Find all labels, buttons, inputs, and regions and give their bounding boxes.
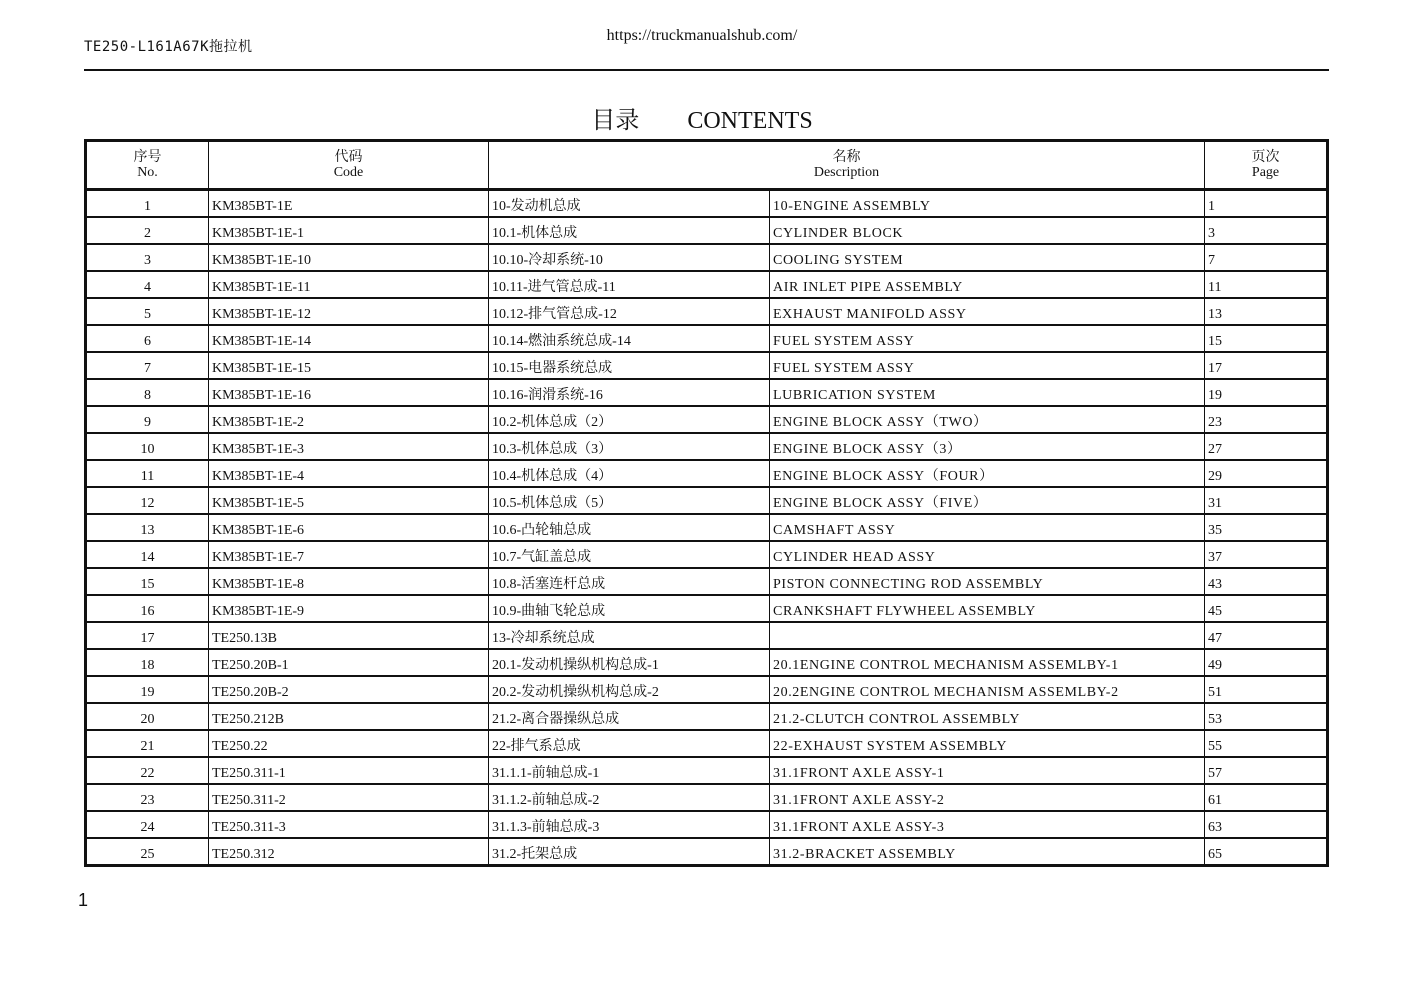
row-description-en: 22-EXHAUST SYSTEM ASSEMBLY xyxy=(770,730,1205,757)
row-page: 49 xyxy=(1205,649,1328,676)
row-description-zh: 10.9-曲轴飞轮总成 xyxy=(489,595,770,622)
row-page: 57 xyxy=(1205,757,1328,784)
row-number: 20 xyxy=(86,703,209,730)
row-number: 18 xyxy=(86,649,209,676)
row-description-zh: 21.2-离合器操纵总成 xyxy=(489,703,770,730)
row-description-en: 31.1FRONT AXLE ASSY-1 xyxy=(770,757,1205,784)
table-row xyxy=(86,811,1328,838)
row-description-en: 31.2-BRACKET ASSEMBLY xyxy=(770,838,1205,866)
table-row xyxy=(86,568,1328,595)
row-page: 55 xyxy=(1205,730,1328,757)
contents-heading xyxy=(0,100,1404,135)
row-description-zh: 31.1.2-前轴总成-2 xyxy=(489,784,770,811)
row-description-zh: 10.8-活塞连杆总成 xyxy=(489,568,770,595)
row-description-zh: 31.1.3-前轴总成-3 xyxy=(489,811,770,838)
table-row xyxy=(86,217,1328,244)
row-number: 8 xyxy=(86,379,209,406)
row-description-zh: 22-排气系总成 xyxy=(489,730,770,757)
row-page: 31 xyxy=(1205,487,1328,514)
table-row xyxy=(86,730,1328,757)
row-page: 13 xyxy=(1205,298,1328,325)
row-page: 43 xyxy=(1205,568,1328,595)
row-page: 7 xyxy=(1205,244,1328,271)
row-page: 65 xyxy=(1205,838,1328,866)
row-description-zh: 10.7-气缸盖总成 xyxy=(489,541,770,568)
row-description-zh: 10.12-排气管总成-12 xyxy=(489,298,770,325)
row-code: KM385BT-1E-12 xyxy=(209,298,489,325)
row-description-en: 31.1FRONT AXLE ASSY-2 xyxy=(770,784,1205,811)
header-description: 名称 Description xyxy=(489,141,1205,190)
row-code: KM385BT-1E-8 xyxy=(209,568,489,595)
page-number: 1 xyxy=(78,890,89,910)
row-page: 3 xyxy=(1205,217,1328,244)
row-description-en: ENGINE BLOCK ASSY（3） xyxy=(770,433,1205,460)
table-row xyxy=(86,703,1328,730)
row-page: 45 xyxy=(1205,595,1328,622)
document-title: TE250-L161A67K拖拉机 xyxy=(84,39,253,55)
contents-table xyxy=(84,139,1329,867)
row-description-en: 10-ENGINE ASSEMBLY xyxy=(770,190,1205,218)
row-description-en: CYLINDER HEAD ASSY xyxy=(770,541,1205,568)
table-row xyxy=(86,541,1328,568)
row-number: 9 xyxy=(86,406,209,433)
row-description-zh: 10.3-机体总成（3） xyxy=(489,433,770,460)
row-page: 23 xyxy=(1205,406,1328,433)
row-page: 17 xyxy=(1205,352,1328,379)
table-row xyxy=(86,406,1328,433)
row-number: 1 xyxy=(86,190,209,218)
row-page: 35 xyxy=(1205,514,1328,541)
row-description-en: CRANKSHAFT FLYWHEEL ASSEMBLY xyxy=(770,595,1205,622)
row-description-zh: 31.1.1-前轴总成-1 xyxy=(489,757,770,784)
row-description-en: FUEL SYSTEM ASSY xyxy=(770,325,1205,352)
row-description-zh: 20.1-发动机操纵机构总成-1 xyxy=(489,649,770,676)
table-row xyxy=(86,649,1328,676)
row-description-en: CAMSHAFT ASSY xyxy=(770,514,1205,541)
row-code: KM385BT-1E-15 xyxy=(209,352,489,379)
row-code: TE250.22 xyxy=(209,730,489,757)
table-row xyxy=(86,487,1328,514)
table-row xyxy=(86,271,1328,298)
row-number: 12 xyxy=(86,487,209,514)
row-description-en: 20.1ENGINE CONTROL MECHANISM ASSEMLBY-1 xyxy=(770,649,1205,676)
row-description-zh: 10.10-冷却系统-10 xyxy=(489,244,770,271)
row-page: 51 xyxy=(1205,676,1328,703)
row-code: TE250.212B xyxy=(209,703,489,730)
row-code: KM385BT-1E-16 xyxy=(209,379,489,406)
row-description-zh: 10.15-电器系统总成 xyxy=(489,352,770,379)
row-code: KM385BT-1E-9 xyxy=(209,595,489,622)
row-number: 13 xyxy=(86,514,209,541)
row-code: TE250.311-2 xyxy=(209,784,489,811)
row-number: 24 xyxy=(86,811,209,838)
row-description-en: FUEL SYSTEM ASSY xyxy=(770,352,1205,379)
row-page: 61 xyxy=(1205,784,1328,811)
table-row xyxy=(86,190,1328,218)
table-row xyxy=(86,622,1328,649)
table-row xyxy=(86,460,1328,487)
row-description-en: ENGINE BLOCK ASSY（FIVE） xyxy=(770,487,1205,514)
row-code: KM385BT-1E-3 xyxy=(209,433,489,460)
header-rule xyxy=(84,69,1329,71)
row-page: 53 xyxy=(1205,703,1328,730)
row-number: 16 xyxy=(86,595,209,622)
header-no: 序号 No. xyxy=(86,141,209,190)
row-page: 37 xyxy=(1205,541,1328,568)
row-description-zh: 10.11-进气管总成-11 xyxy=(489,271,770,298)
row-number: 10 xyxy=(86,433,209,460)
row-code: TE250.312 xyxy=(209,838,489,866)
header-page: 页次 Page xyxy=(1205,141,1328,190)
row-number: 21 xyxy=(86,730,209,757)
row-description-en: EXHAUST MANIFOLD ASSY xyxy=(770,298,1205,325)
row-page: 29 xyxy=(1205,460,1328,487)
row-description-en: AIR INLET PIPE ASSEMBLY xyxy=(770,271,1205,298)
row-page: 19 xyxy=(1205,379,1328,406)
table-row xyxy=(86,352,1328,379)
table-row xyxy=(86,784,1328,811)
row-number: 14 xyxy=(86,541,209,568)
table-row xyxy=(86,676,1328,703)
row-code: TE250.311-1 xyxy=(209,757,489,784)
contents-heading-zh: 目录 xyxy=(591,108,640,134)
row-number: 23 xyxy=(86,784,209,811)
row-page: 11 xyxy=(1205,271,1328,298)
row-description-en xyxy=(770,622,1205,649)
row-description-zh: 20.2-发动机操纵机构总成-2 xyxy=(489,676,770,703)
row-description-zh: 10-发动机总成 xyxy=(489,190,770,218)
row-number: 11 xyxy=(86,460,209,487)
row-page: 47 xyxy=(1205,622,1328,649)
row-description-zh: 10.2-机体总成（2） xyxy=(489,406,770,433)
row-number: 19 xyxy=(86,676,209,703)
row-description-zh: 10.6-凸轮轴总成 xyxy=(489,514,770,541)
row-number: 3 xyxy=(86,244,209,271)
row-description-zh: 10.1-机体总成 xyxy=(489,217,770,244)
row-page: 15 xyxy=(1205,325,1328,352)
table-row xyxy=(86,433,1328,460)
table-row xyxy=(86,595,1328,622)
table-header-row xyxy=(86,141,1328,190)
source-url[interactable]: https://truckmanualshub.com/ xyxy=(606,27,798,44)
row-description-zh: 10.14-燃油系统总成-14 xyxy=(489,325,770,352)
row-number: 4 xyxy=(86,271,209,298)
row-number: 22 xyxy=(86,757,209,784)
row-code: KM385BT-1E-5 xyxy=(209,487,489,514)
table-row xyxy=(86,379,1328,406)
row-description-en: LUBRICATION SYSTEM xyxy=(770,379,1205,406)
row-description-en: 31.1FRONT AXLE ASSY-3 xyxy=(770,811,1205,838)
table-row xyxy=(86,244,1328,271)
row-number: 6 xyxy=(86,325,209,352)
row-description-zh: 31.2-托架总成 xyxy=(489,838,770,866)
table-row xyxy=(86,298,1328,325)
row-number: 2 xyxy=(86,217,209,244)
row-description-en: COOLING SYSTEM xyxy=(770,244,1205,271)
row-code: KM385BT-1E-4 xyxy=(209,460,489,487)
row-code: TE250.20B-2 xyxy=(209,676,489,703)
row-page: 27 xyxy=(1205,433,1328,460)
row-description-zh: 10.4-机体总成（4） xyxy=(489,460,770,487)
table-row xyxy=(86,757,1328,784)
row-code: KM385BT-1E-11 xyxy=(209,271,489,298)
row-description-en: ENGINE BLOCK ASSY（TWO） xyxy=(770,406,1205,433)
row-page: 1 xyxy=(1205,190,1328,218)
table-row xyxy=(86,514,1328,541)
row-description-en: ENGINE BLOCK ASSY（FOUR） xyxy=(770,460,1205,487)
row-description-en: 20.2ENGINE CONTROL MECHANISM ASSEMLBY-2 xyxy=(770,676,1205,703)
row-description-en: PISTON CONNECTING ROD ASSEMBLY xyxy=(770,568,1205,595)
row-description-zh: 13-冷却系统总成 xyxy=(489,622,770,649)
row-description-zh: 10.5-机体总成（5） xyxy=(489,487,770,514)
row-page: 63 xyxy=(1205,811,1328,838)
row-code: TE250.20B-1 xyxy=(209,649,489,676)
row-code: KM385BT-1E xyxy=(209,190,489,218)
row-number: 7 xyxy=(86,352,209,379)
header-code: 代码 Code xyxy=(209,141,489,190)
row-number: 25 xyxy=(86,838,209,866)
row-number: 17 xyxy=(86,622,209,649)
contents-heading-en: CONTENTS xyxy=(687,108,813,134)
row-code: TE250.311-3 xyxy=(209,811,489,838)
row-code: KM385BT-1E-10 xyxy=(209,244,489,271)
row-code: KM385BT-1E-6 xyxy=(209,514,489,541)
row-description-en: 21.2-CLUTCH CONTROL ASSEMBLY xyxy=(770,703,1205,730)
row-code: TE250.13B xyxy=(209,622,489,649)
row-code: KM385BT-1E-7 xyxy=(209,541,489,568)
row-code: KM385BT-1E-14 xyxy=(209,325,489,352)
row-number: 15 xyxy=(86,568,209,595)
table-row xyxy=(86,325,1328,352)
table-row xyxy=(86,838,1328,866)
row-code: KM385BT-1E-1 xyxy=(209,217,489,244)
row-description-en: CYLINDER BLOCK xyxy=(770,217,1205,244)
row-code: KM385BT-1E-2 xyxy=(209,406,489,433)
row-number: 5 xyxy=(86,298,209,325)
row-description-zh: 10.16-润滑系统-16 xyxy=(489,379,770,406)
